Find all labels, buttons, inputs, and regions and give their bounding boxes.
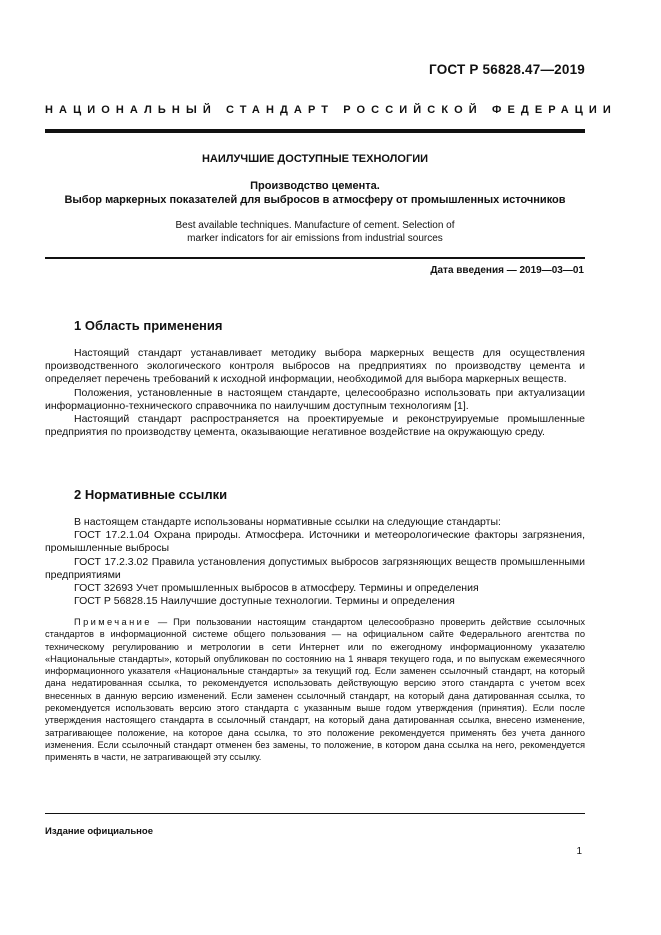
reference-item: ГОСТ 32693 Учет промышленных выбросов в атмосферу. Термины и определения <box>74 582 479 595</box>
subtitle-line-2: Выбор маркерных показателей для выбросов в атмосферу от промышленных источников <box>64 194 566 206</box>
section-1-title: 1 Область применения <box>74 318 223 333</box>
reference-item: ГОСТ Р 56828.15 Наилучшие доступные технологии. Термины и определения <box>74 595 455 608</box>
section-2-body <box>45 516 585 608</box>
national-standard-heading: НАЦИОНАЛЬНЫЙ СТАНДАРТ РОССИЙСКОЙ ФЕДЕРАЦИИ <box>45 104 617 116</box>
paragraph: Настоящий стандарт распространяется на проектируемые и реконструируемые промышленные предприятия по производству цемента, оказывающие негативное воздействие на окружающую среду. <box>45 413 585 439</box>
document-title: НАИЛУЧШИЕ ДОСТУПНЫЕ ТЕХНОЛОГИИ <box>201 153 428 165</box>
standard-number: ГОСТ Р 56828.47—2019 <box>429 62 585 77</box>
note-text: — При пользовании настоящим стандартом целесообразно проверить действие ссылочных стандартов в информационной системе общего пользования — на официальном сайте Федерального агентства по техническому регулированию и метрологии в сети Интернет или по ежегодному информационному указателю «Национальные стандарты», который опубликован по состоянию на 1 января текущего года, и по выпускам ежемесячного информационного указателя «Национальные стандарты» за текущий год. Если заменен ссылочный стандарт, на который дана недатированная ссылка, то рекомендуется использовать действующую версию этого стандарта с учетом всех внесенных в данную версию изменений. Если заменен ссылочный стандарт, на который дана датированная ссылка, то рекомендуется использовать версию этого стандарта с указанным выше годом утверждения (принятия). Если после утверждения настоящего стандарта в ссылочный стандарт, на который дана датированная ссылка, внесено изменение, затрагивающее положение, на которое дана ссылка, то это положение рекомендуется применять без учета данного изменения. Если ссылочный стандарт отменен без замены, то положение, в котором дана ссылка на него, рекомендуется применять в части, не затрагивающей эту ссылку. <box>45 617 585 763</box>
section-1-body <box>45 347 585 439</box>
introduction-date: Дата введения — 2019—03—01 <box>430 265 584 276</box>
edition-label: Издание официальное <box>45 826 153 837</box>
subtitle-line-1: Производство цемента. <box>250 180 380 192</box>
paragraph: В настоящем стандарте использованы нормативные ссылки на следующие стандарты: <box>74 516 501 528</box>
reference-item: ГОСТ 17.2.3.02 Правила установления допустимых выбросов загрязняющих веществ промышленными предприятиями <box>45 555 585 581</box>
paragraph: Положения, установленные в настоящем стандарте, целесообразно использовать при актуализации информационно-технического справочника по наилучшим доступным технологиям [1]. <box>45 386 585 412</box>
note-label: Примечание <box>74 617 152 627</box>
header-divider <box>45 129 585 133</box>
footer-divider <box>45 813 585 814</box>
section-2-title: 2 Нормативные ссылки <box>74 487 228 502</box>
paragraph: Настоящий стандарт устанавливает методику выбора маркерных веществ для осуществления производственного экологического контроля выбросов на предприятиях по производству цемента и определяет перечень требований к исходной информации, необходимой для выбора маркерных веществ. <box>45 347 585 386</box>
document-subtitle <box>45 179 585 207</box>
note <box>45 616 585 764</box>
title-divider <box>45 257 585 259</box>
english-title: Best available techniques. Manufacture of cement. Selection of marker indicators for air emissions from industrial sources <box>175 220 455 244</box>
page-number: 1 <box>576 846 582 857</box>
reference-item: ГОСТ 17.2.1.04 Охрана природы. Атмосфера. Источники и метеорологические факторы загрязнения, промышленные выбросы <box>45 529 585 555</box>
